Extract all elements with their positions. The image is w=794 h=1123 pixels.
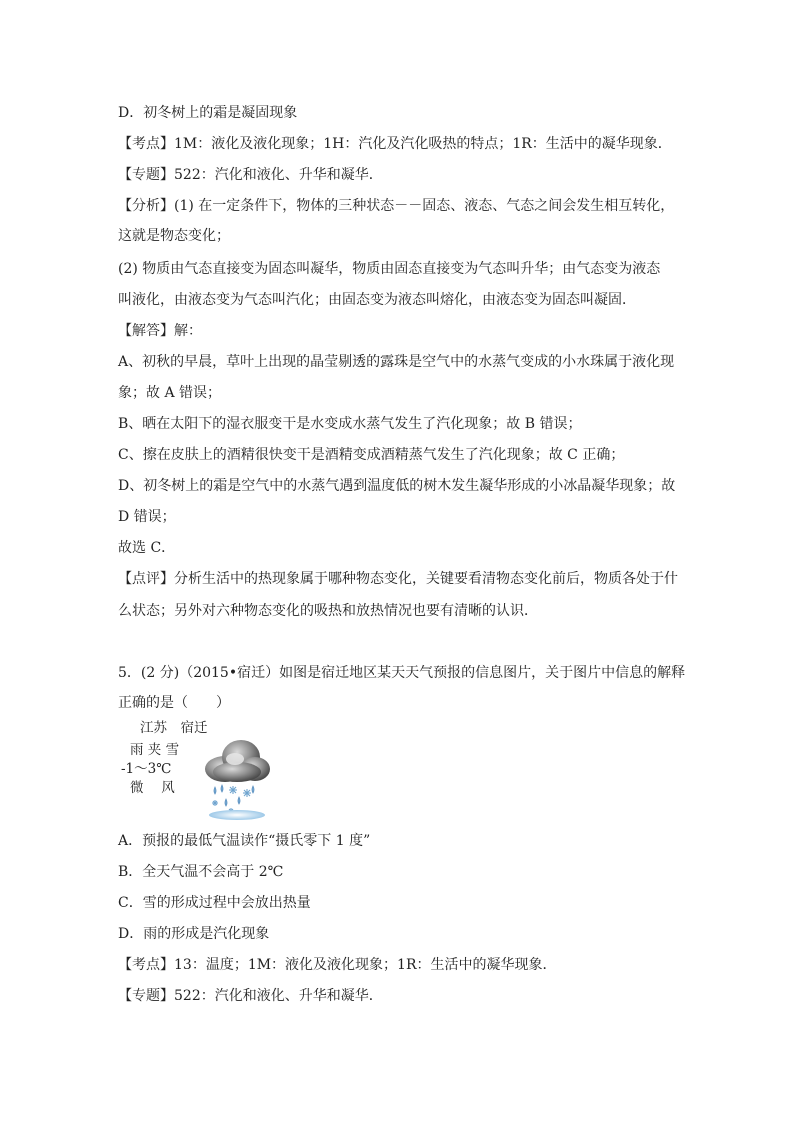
weather-wind: 微 风 [130, 780, 175, 796]
q4-fenxi-line1 [118, 196, 674, 216]
rain-drops [214, 785, 254, 806]
weather-condition: 雨 夹 雪 [130, 742, 180, 758]
cloud-shape [205, 740, 270, 782]
q5-kaodian [118, 955, 557, 975]
q4-jieda-a2: 象；故 A 错误； [118, 385, 222, 401]
q4-jieda-d1: D、初冬树上的霜是空气中的水蒸气遇到温度低的树木发生凝华形成的小冰晶凝华现象；故 [118, 478, 676, 494]
zhuanti-text: 522：汽化和液化、升华和凝华． [174, 167, 383, 183]
jieda-text: 解： [174, 323, 202, 339]
fenxi-text-1: (1) 在一定条件下，物体的三种状态－－固态、液态、气态之间会发生相互转化， [174, 198, 675, 214]
q5-option-b: B．全天气温不会高于 2℃ [118, 864, 284, 880]
puddle-shape [209, 810, 265, 820]
weather-region: 江苏 宿迁 [140, 720, 208, 736]
q5-zhuanti [118, 986, 383, 1006]
snowflakes [212, 786, 251, 814]
fenxi-label: 【分析】 [118, 198, 174, 214]
rain-snow-cloud-svg [195, 731, 283, 823]
dianping-label: 【点评】 [118, 571, 174, 587]
q4-conclusion: 故选 C． [118, 540, 176, 556]
q4-kaodian [118, 134, 672, 154]
q4-jieda-a1: A、初秋的早晨，草叶上出现的晶莹剔透的露珠是空气中的水蒸气变成的小水珠属于液化现 [118, 354, 675, 370]
q5-kaodian-label: 【考点】 [118, 957, 174, 973]
dianping-text-1: 分析生活中的热现象属于哪种物态变化，关键要看清物态变化前后，物质各处于什 [174, 571, 678, 587]
q4-jieda-c: C、擦在皮肤上的酒精很快变干是酒精变成酒精蒸气发生了汽化现象；故 C 正确； [118, 447, 625, 463]
q4-fenxi-line4: 叫液化，由液态变为气态叫汽化；由固态变为液态叫熔化，由液态变为固态叫凝固． [118, 292, 636, 308]
q5-option-d: D．雨的形成是汽化现象 [118, 926, 270, 942]
q5-zhuanti-text: 522：汽化和液化、升华和凝华． [174, 988, 383, 1004]
zhuanti-label: 【专题】 [118, 167, 174, 183]
q5-kaodian-text: 13：温度；1M：液化及液化现象；1R：生活中的凝华现象． [174, 957, 557, 973]
rain-snow-cloud-icon [195, 731, 283, 823]
kaodian-label: 【考点】 [118, 136, 174, 152]
q4-fenxi-line3: (2) 物质由气态直接变为固态叫凝华，物质由固态直接变为气态叫升华；由气态变为液态 [118, 261, 661, 277]
q4-fenxi-line2: 这就是物态变化； [118, 228, 230, 244]
q4-jieda-d2: D 错误； [118, 509, 176, 525]
kaodian-text: 1M：液化及液化现象；1H：汽化及汽化吸热的特点；1R：生活中的凝华现象． [174, 136, 672, 152]
q4-jieda-b: B、晒在太阳下的湿衣服变干是水变成水蒸气发生了汽化现象；故 B 错误； [118, 416, 582, 432]
weather-forecast-figure [118, 717, 278, 821]
q5-stem-line2: 正确的是（ ） [118, 695, 230, 711]
q4-zhuanti [118, 165, 383, 185]
jieda-label: 【解答】 [118, 323, 174, 339]
q4-option-d: D．初冬树上的霜是凝固现象 [118, 105, 298, 121]
q5-zhuanti-label: 【专题】 [118, 988, 174, 1004]
weather-temperature: -1～3℃ [121, 761, 172, 777]
q4-dianping-line2: 么状态；另外对六种物态变化的吸热和放热情况也要有清晰的认识． [118, 603, 538, 619]
q5-stem-line1: 5．(2 分)（2015•宿迁）如图是宿迁地区某天天气预报的信息图片，关于图片中信息的解释 [118, 665, 686, 681]
q4-jieda [118, 321, 202, 341]
q5-option-c: C．雪的形成过程中会放出热量 [118, 895, 311, 911]
q4-dianping-line1 [118, 569, 678, 589]
q5-option-a: A．预报的最低气温读作“摄氏零下 1 度” [118, 833, 371, 849]
